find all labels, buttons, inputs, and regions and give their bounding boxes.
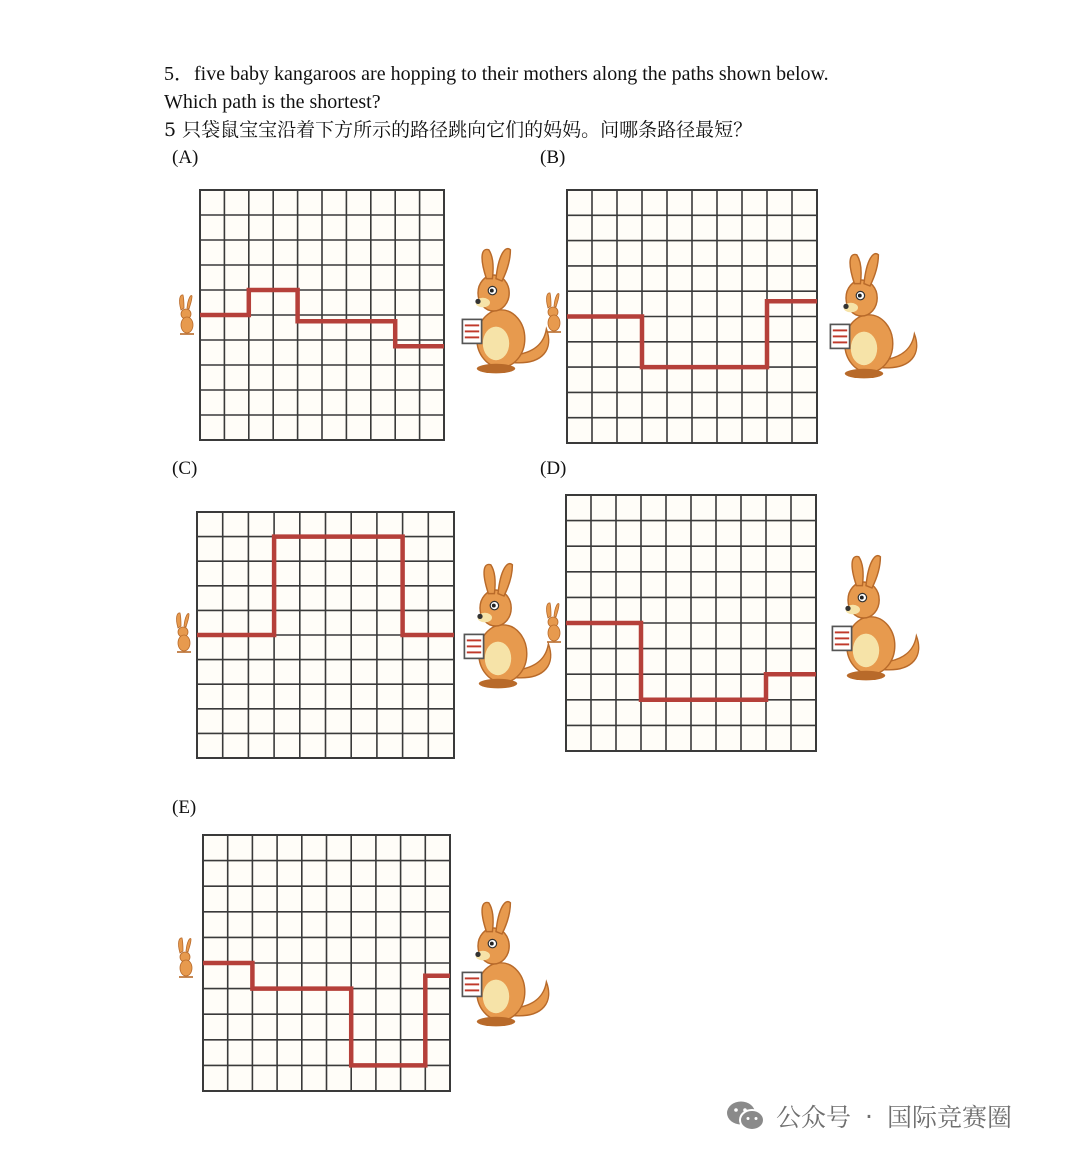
option-label-d: (D) [540, 458, 567, 479]
option-label-b: (B) [540, 147, 566, 168]
mother-kangaroo-e [462, 902, 548, 1027]
wechat-icon [726, 1099, 766, 1133]
baby-kangaroo-e [179, 938, 193, 977]
question-line-chinese: 5 只袋鼠宝宝沿着下方所示的路径跳向它们的妈妈。问哪条路径最短？ [164, 119, 753, 141]
option-label-a: (A) [172, 147, 199, 168]
option-label-e: (E) [172, 797, 197, 818]
question-line-english-2: Which path is the shortest? [164, 91, 381, 113]
watermark-separator: · [865, 1101, 873, 1131]
watermark-name: 国际竞赛圈 [886, 1103, 1012, 1132]
watermark [726, 1094, 1012, 1138]
option-label-c: (C) [172, 458, 198, 479]
watermark-source: 公众号 [776, 1103, 852, 1132]
question-line-english-1: 5．five baby kangaroos are hopping to their mothers along the paths shown below. [164, 63, 829, 85]
